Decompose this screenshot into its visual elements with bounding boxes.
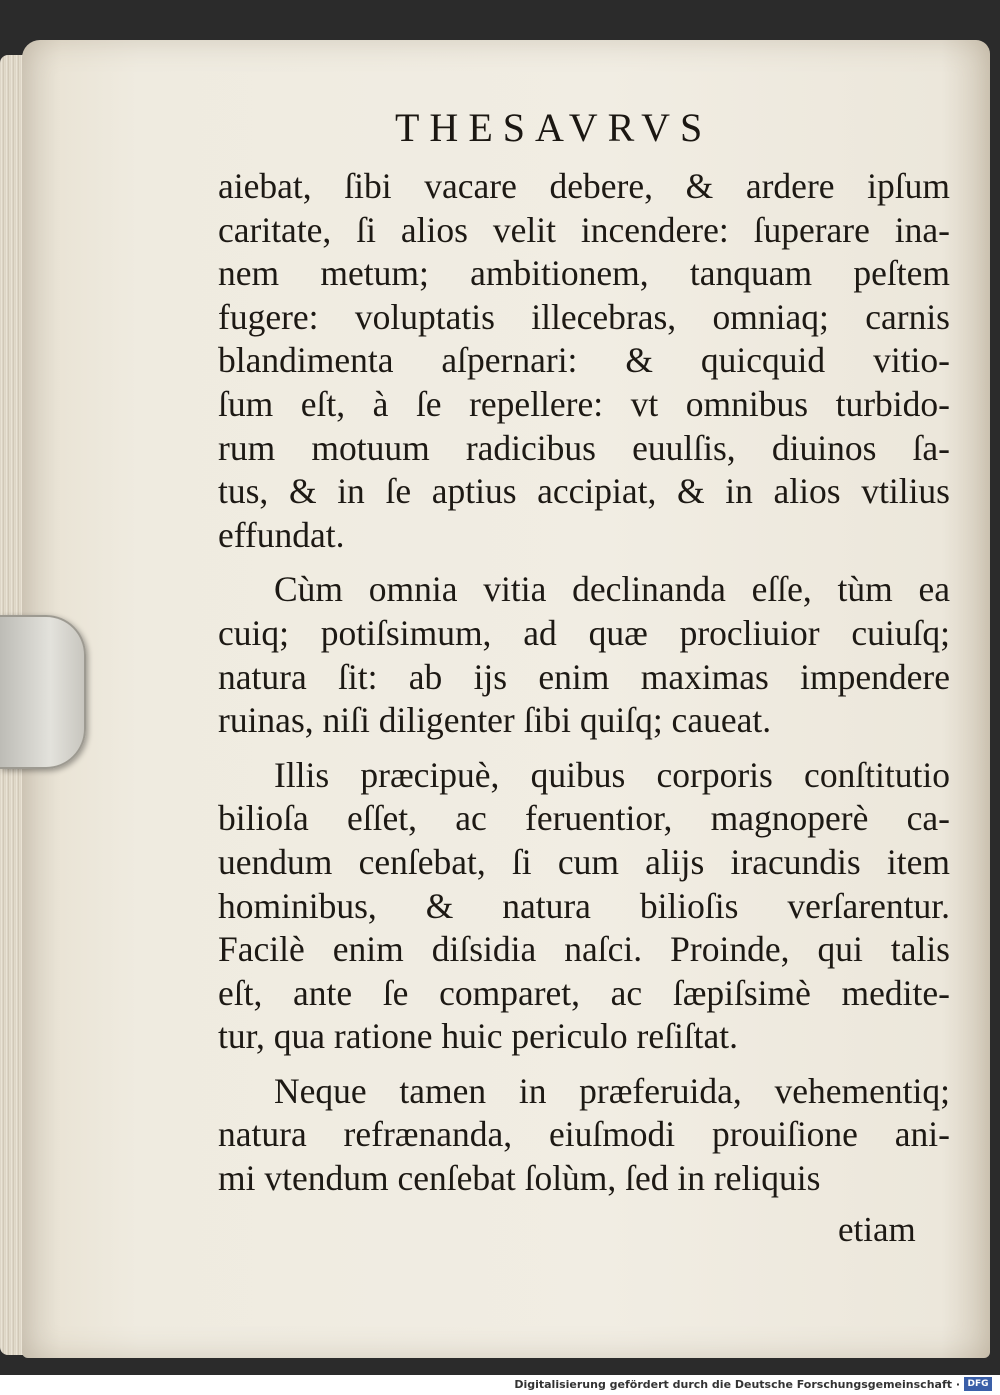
paragraph [218, 568, 950, 742]
text-line: effundat. [218, 514, 345, 555]
text-line: caritate, ſi alios velit incendere: ſuperare ina- [218, 209, 950, 250]
text-line: aiebat, ſibi vacare debere, & ardere ipſum [218, 166, 950, 206]
body-text [218, 165, 950, 1201]
text-line: cuiq; potiſsimum, ad quæ procliuior cuiuſq; [218, 612, 950, 653]
text-line: mi vtendum cenſebat ſolùm, ſed in reliquis [218, 1158, 821, 1199]
paragraph [218, 754, 950, 1059]
text-line: eſt, ante ſe comparet, ac ſæpiſsimè medite- [218, 972, 950, 1013]
text-line: fugere: voluptatis illecebras, omniaq; carnis [218, 296, 950, 337]
text-line: bilioſa eſſet, ac feruentior, magnoperè ca- [218, 798, 950, 839]
text-line: Neque tamen in præferuida, vehementiq; [274, 1070, 950, 1111]
text-line: rum motuum radicibus euulſis, diuinos ſa- [218, 427, 950, 468]
dfg-logo: DFG [964, 1377, 992, 1391]
text-line: natura refrænanda, eiuſmodi prouiſione ani- [218, 1114, 950, 1155]
catchword: etiam [838, 1210, 916, 1249]
page-clamp [0, 615, 86, 769]
running-head: THESAVRVS [395, 105, 713, 150]
text-line: hominibus, & natura bilioſis verſarentur. [218, 885, 950, 926]
text-line: Illis præcipuè, quibus corporis conſtitutio [274, 754, 950, 795]
text-line: ſum eſt, à ſe repellere: vt omnibus turbido- [218, 383, 950, 424]
digitization-credit: Digitalisierung gefördert durch die Deutsche Forschungsgemeinschaft · [514, 1378, 960, 1391]
paragraph [218, 1070, 950, 1201]
text-line: nem metum; ambitionem, tanquam peſtem [218, 253, 950, 294]
text-line: tus, & in ſe aptius accipiat, & in alios vtilius [218, 471, 950, 512]
text-line: Cùm omnia vitia declinanda eſſe, tùm ea [274, 569, 950, 610]
text-line: natura ſit: ab ijs enim maximas impendere [218, 656, 950, 697]
text-line: ruinas, niſi diligenter ſibi quiſq; caueat. [218, 700, 772, 741]
footer-bar [0, 1375, 1000, 1395]
text-line: tur, qua ratione huic periculo reſiſtat. [218, 1016, 739, 1057]
text-line: uendum cenſebat, ſi cum alijs iracundis item [218, 841, 950, 882]
text-line: Facilè enim diſsidia naſci. Proinde, qui talis [218, 929, 950, 970]
text-line: blandimenta aſpernari: & quicquid vitio- [218, 340, 950, 381]
paragraph [218, 165, 950, 557]
